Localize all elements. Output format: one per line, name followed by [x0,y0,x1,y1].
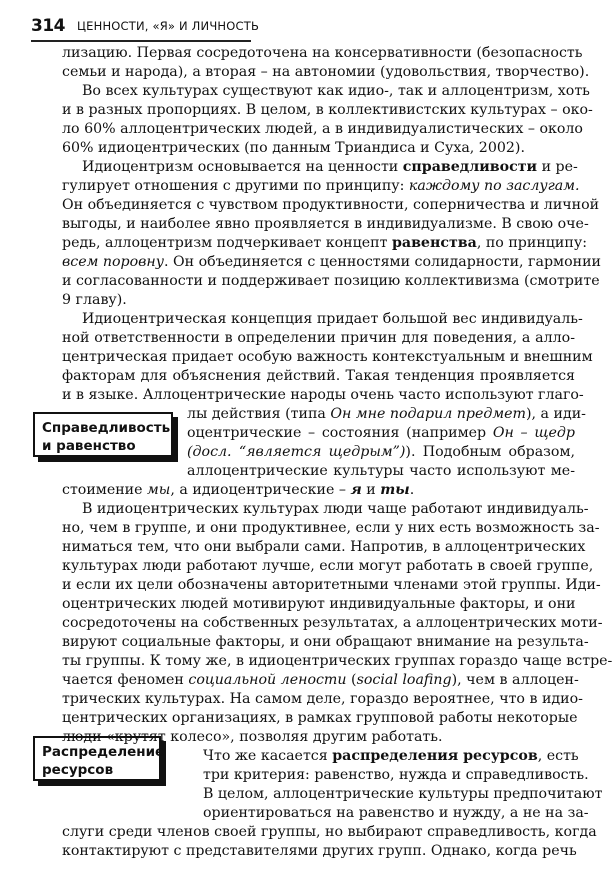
text-run: ло 60% аллоцентрических людей, а в индивидуалистических – около [62,121,583,137]
italic-term: я [350,482,362,498]
text-line [62,727,575,748]
text-line [62,290,575,311]
text-run: В целом, аллоцентрические культуры предпочитают [203,786,603,802]
text-run: и в языке. Аллоцентрические народы очень часто используют глаго- [62,387,584,403]
text-line [62,670,579,691]
text-line [187,442,575,463]
text-run: центрическая придает особую важность контекстуальным и внешним [62,349,593,365]
text-run: оцентрические – состояния (например [187,425,493,441]
text-line [62,195,600,216]
italic-term: Он – щедр [492,425,575,441]
text-run: Что же касается [203,748,333,764]
text-run: ), чем в аллоцен- [451,672,579,688]
sidebar-note-line: Распределение [42,744,165,760]
text-run: , а идиоцентрические – [170,482,351,498]
text-run: и ре- [537,159,578,175]
text-line [62,43,583,64]
text-line [62,385,584,406]
running-header [31,13,576,39]
text-run: ной ответственности в определении причин для поведения, а алло- [62,330,575,346]
italic-term: social loafing [356,672,452,688]
text-run: . Он объединяется с ценностями солидарности, гармонии [164,254,601,270]
text-line [187,404,586,425]
text-run: Он объединяется с чувством продуктивности, соперничества и личной [62,197,600,213]
sidebar-note-justice-equality [33,412,173,457]
text-line [203,765,589,786]
text-line [62,119,583,140]
text-line [62,537,586,558]
text-line [62,556,594,577]
text-line [62,347,593,368]
sidebar-note-line: ресурсов [42,762,114,778]
text-line [62,233,587,254]
text-line [62,594,575,615]
text-run: чается феномен [62,672,189,688]
text-run: Идиоцентрическая концепция придает большой вес индивидуаль- [82,311,583,327]
text-run: лизацию. Первая сосредоточена на консервативности (безопасность [62,45,583,61]
text-line [62,328,575,349]
text-line [62,480,575,501]
text-run: центрических организациях, в рамках групповой работы некоторые [62,710,578,726]
text-run: гулирует отношения с другими по принципу: [62,178,409,194]
text-run: вируют социальные факторы, и они обращают внимание на результа- [62,634,589,650]
text-line [62,62,590,83]
text-run: Идиоцентризм основывается на ценности [82,159,403,175]
text-run: , есть [537,748,579,764]
text-run: трических культурах. На самом деле, гораздо вероятнее, что в идио- [62,691,583,707]
header-rule [31,40,251,42]
text-run: три критерия: равенство, нужда и справедливость. [203,767,589,783]
text-run: культурах люди работают лучше, если могут работать в своей группе, [62,558,594,574]
text-run: слуги среди членов своей группы, но выбирают справедливость, когда [62,824,597,840]
text-run: ориентироваться на равенство и нужду, а не на за- [203,805,589,821]
running-title: ЦЕННОСТИ, «Я» И ЛИЧНОСТЬ [77,19,260,33]
text-line [62,214,589,235]
text-run: контактируют с представителями других групп. Однако, когда речь [62,843,577,859]
text-run: . [409,482,415,498]
text-line [62,841,575,862]
text-line [62,138,575,159]
text-run: и согласованности и поддерживает позицию коллективизма (смотрите [62,273,600,289]
text-line [187,461,575,482]
italic-term: (досл. “является щедрым”) [187,444,406,460]
italic-term: каждому по заслугам. [408,178,580,194]
text-run: ты группы. К тому же, в идиоцентрических группах гораздо чаще встре- [62,653,612,669]
bold-term: равенства [391,235,477,251]
text-run: но, чем в группе, и они продуктивнее, если у них есть возможность за- [62,520,600,536]
text-run: сосредоточены на собственных результатах, а аллоцентрических моти- [62,615,603,631]
text-run: факторам для объяснения действий. Такая тенденция проявляется [62,368,575,384]
text-run: и в разных пропорциях. В целом, в коллективистских культурах – око- [62,102,593,118]
text-line [62,252,601,273]
italic-term: всем поровну [62,254,165,270]
text-run: оцентрических людей мотивируют индивидуальные факторы, и они [62,596,576,612]
text-run: стоимение [62,482,148,498]
text-line [62,708,578,729]
bold-term: справедливости [402,159,538,175]
text-line [62,271,600,292]
text-line [82,81,590,102]
text-line [203,784,603,805]
text-line [62,366,575,387]
text-line [62,100,593,121]
text-run: В идиоцентрических культурах люди чаще работают индивидуаль- [82,501,589,517]
page-number: 314 [31,16,65,36]
text-run: ниматься тем, что они выбрали сами. Напротив, в аллоцентрических [62,539,586,555]
text-line [62,822,597,843]
text-run: ), а иди- [526,406,586,422]
text-line [62,518,600,539]
text-run: , по принципу: [476,235,587,251]
text-line [62,176,580,197]
italic-term: мы [147,482,171,498]
text-line [82,499,589,520]
text-run: лы действия (типа [187,406,331,422]
text-run: выгоды, и наиболее явно проявляется в индивидуализме. В свою оче- [62,216,589,232]
sidebar-note-line: Справедливость [42,420,171,436]
text-line [82,309,583,330]
text-run: и [361,482,381,498]
text-line [82,157,578,178]
text-line [187,423,575,444]
text-run: аллоцентрические культуры часто используют ме- [187,463,575,479]
text-run: семьи и народа), а вторая – на автономии (удовольствия, творчество). [62,64,590,80]
text-line [62,651,612,672]
text-run: редь, аллоцентризм подчеркивает концепт [62,235,392,251]
text-line [62,575,601,596]
text-run: Во всех культурах существуют как идио-, так и аллоцентризм, хоть [82,83,590,99]
text-run: люди «крутят колесо», позволяя другим работать. [62,729,443,745]
text-line [203,803,589,824]
italic-term: ты [380,482,410,498]
text-run: и если их цели обозначены авторитетными членами этой группы. Иди- [62,577,601,593]
text-line [203,746,579,767]
text-run: 60% идиоцентрических (по данным Триандиса и Суха, 2002). [62,140,525,156]
italic-term: Он мне подарил предмет [330,406,526,422]
text-run: 9 главу). [62,292,127,308]
text-line [62,689,583,710]
text-line [62,613,603,634]
bold-term: распределения ресурсов [332,748,538,764]
text-line [62,632,589,653]
sidebar-note-line: и равенство [42,438,136,454]
text-run: ( [346,672,357,688]
text-run: ). Подобным образом, [405,444,575,460]
italic-term: социальной лености [188,672,347,688]
